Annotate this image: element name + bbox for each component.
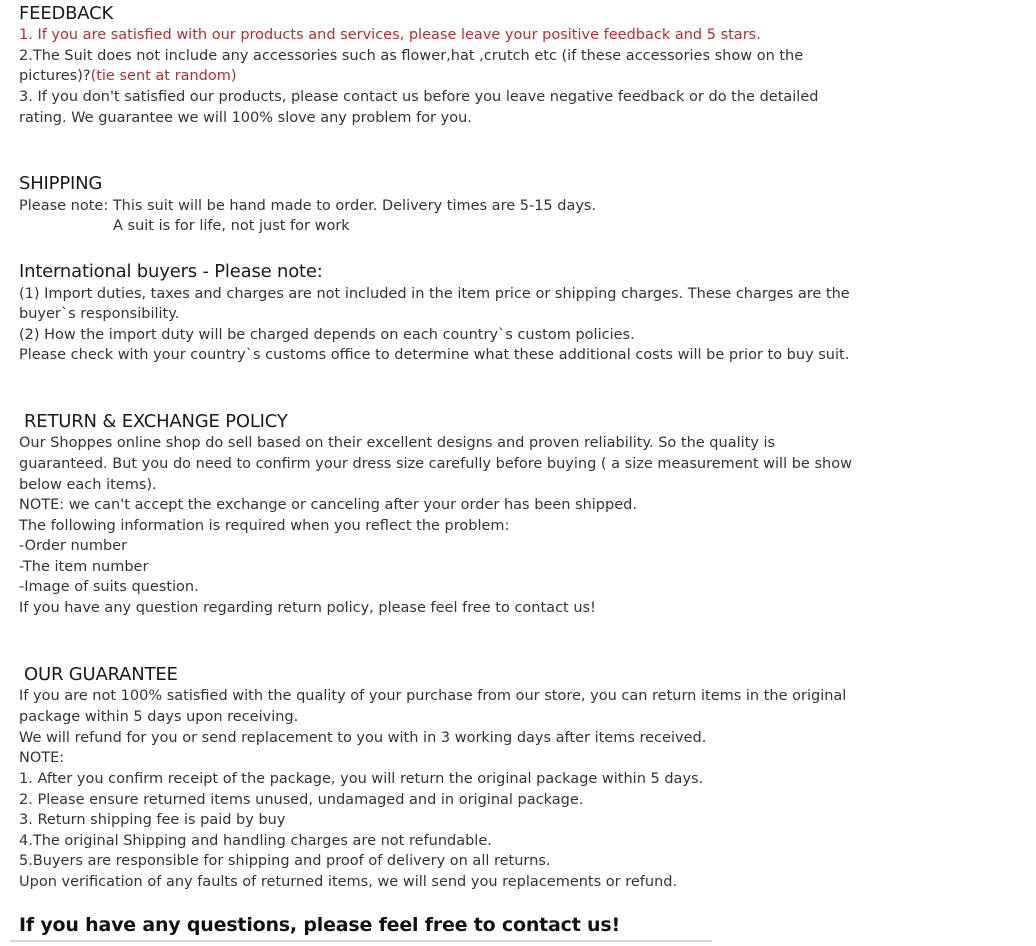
international-line-1b: buyer`s responsibility. [19, 306, 180, 322]
international-line-3: Please check with your country`s customs office to determine what these additional costs will be prior to buy suit. [19, 347, 850, 363]
shipping-line-1: Please note: This suit will be hand made to order. Delivery times are 5-15 days. [19, 198, 597, 214]
return-policy-line: Our Shoppes online shop do sell based on their excellent designs and proven reliability. So the quality is [19, 435, 776, 451]
return-policy-line: -Order number [19, 538, 128, 554]
return-policy-line: NOTE: we can't accept the exchange or canceling after your order has been shipped. [19, 497, 637, 513]
guarantee-line: package within 5 days upon receiving. [19, 709, 299, 725]
international-heading: International buyers - Please note: [19, 261, 323, 282]
guarantee-line: 1. After you confirm receipt of the package, you will return the original package within 5 days. [19, 771, 704, 787]
guarantee-line: 3. Return shipping fee is paid by buy [19, 812, 286, 828]
shipping-line-2: A suit is for life, not just for work [113, 218, 350, 234]
international-line-1a: (1) Import duties, taxes and charges are not included in the item price or shipping charges. These charges are the [19, 286, 850, 302]
return-policy-line: below each items). [19, 477, 157, 493]
return-policy-line: If you have any question regarding return policy, please feel free to contact us! [19, 600, 596, 616]
bottom-divider [10, 940, 712, 942]
guarantee-line: We will refund for you or send replacement to you with in 3 working days after items received. [19, 730, 707, 746]
international-line-2: (2) How the import duty will be charged depends on each country`s custom policies. [19, 327, 635, 343]
return-policy-line: -The item number [19, 559, 149, 575]
feedback-line-3b: rating. We guarantee we will 100% slove any problem for you. [19, 110, 472, 126]
guarantee-line: 5.Buyers are responsible for shipping and proof of delivery on all returns. [19, 853, 551, 869]
guarantee-line: 2. Please ensure returned items unused, undamaged and in original package. [19, 792, 584, 808]
feedback-line-2a: 2.The Suit does not include any accessories such as flower,hat ,crutch etc (if these accessories show on the [19, 48, 804, 64]
return-policy-line: guaranteed. But you do need to confirm your dress size carefully before buying ( a size measurement will be show [19, 456, 852, 472]
guarantee-heading: OUR GUARANTEE [24, 664, 178, 685]
feedback-line-3a: 3. If you don't satisfied our products, please contact us before you leave negative feedback or do the detailed [19, 89, 819, 105]
return-policy-line: The following information is required when you reflect the problem: [19, 518, 510, 534]
guarantee-line: 4.The original Shipping and handling charges are not refundable. [19, 833, 492, 849]
feedback-heading: FEEDBACK [19, 3, 114, 24]
return-policy-heading: RETURN & EXCHANGE POLICY [24, 411, 288, 432]
feedback-line-2b-note: (tie sent at random) [90, 68, 237, 84]
feedback-line-2b-prefix: pictures)? [19, 68, 91, 84]
feedback-line-2b [19, 68, 237, 84]
guarantee-line: Upon verification of any faults of returned items, we will send you replacements or refund. [19, 874, 678, 890]
contact-us-note: If you have any questions, please feel free to contact us! [19, 914, 620, 936]
feedback-line-1: 1. If you are satisfied with our products and services, please leave your positive feedback and 5 stars. [19, 27, 761, 43]
shipping-heading: SHIPPING [19, 173, 103, 194]
guarantee-line: NOTE: [19, 750, 65, 766]
guarantee-line: If you are not 100% satisfied with the quality of your purchase from our store, you can return items in the original [19, 688, 847, 704]
return-policy-line: -Image of suits question. [19, 579, 199, 595]
